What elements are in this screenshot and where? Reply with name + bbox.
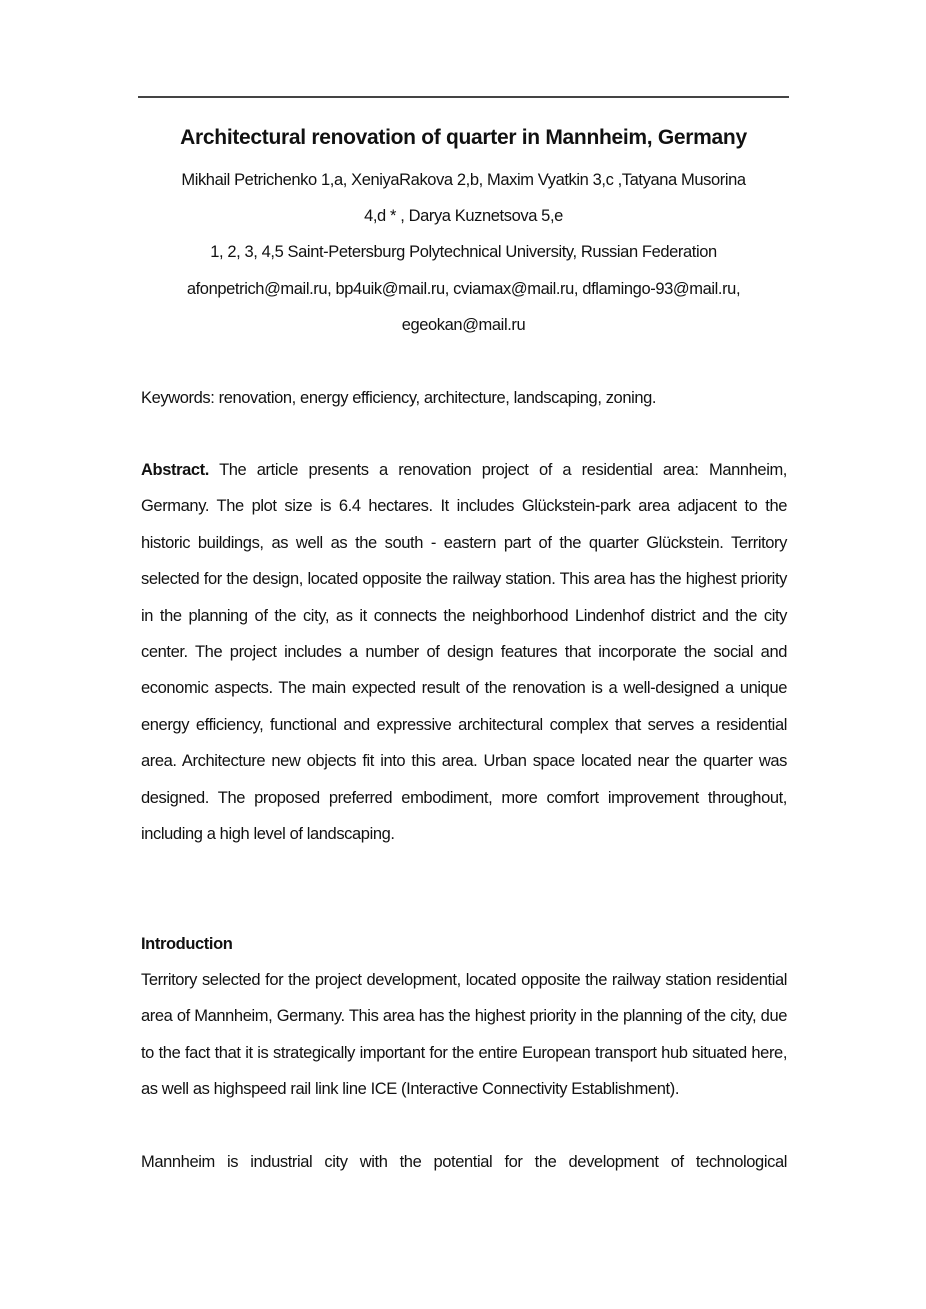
abstract-paragraph: [141, 452, 787, 852]
keywords: Keywords: renovation, energy efficiency, architecture, landscaping, zoning.: [141, 389, 657, 407]
introduction-heading: Introduction: [141, 935, 233, 953]
abstract-text: The article presents a renovation project of a residential area: Mannheim, Germany. The plot size is 6.4 hectares. It includes Glückstein-park area adjacent to the historic buildings, as well as the south - eastern part of the quarter Glückstein. Territory selected for the design, located opposite the railway station. This area has the highest priority in the planning of the city, as it connects the neighborhood Lindenhof district and the city center. The project includes a number of design features that incorporate the social and economic aspects. The main expected result of the renovation is a well-designed a unique energy efficiency, functional and expressive architectural complex that serves a residential area. Architecture new objects fit into this area. Urban space located near the quarter was designed. The proposed preferred embodiment, more comfort improvement throughout, including a high level of landscaping.: [141, 461, 787, 844]
emails-line-2: egeokan@mail.ru: [401, 316, 526, 334]
abstract-label: Abstract.: [141, 461, 209, 479]
authors-line-1: Mikhail Petrichenko 1,a, XeniyaRakova 2,b, Maxim Vyatkin 3,c ,Tatyana Musorina: [181, 171, 746, 189]
authors-line-2: 4,d * , Darya Kuznetsova 5,e: [364, 207, 563, 225]
header-rule: [138, 96, 789, 98]
introduction-paragraph-2: Mannheim is industrial city with the potential for the development of technological: [141, 1153, 787, 1171]
paper-title: Architectural renovation of quarter in Mannheim, Germany: [180, 126, 747, 149]
emails-line-1: afonpetrich@mail.ru, bp4uik@mail.ru, cviamax@mail.ru, dflamingo-93@mail.ru,: [186, 280, 741, 298]
introduction-paragraph-1: Territory selected for the project development, located opposite the railway station residential area of Mannheim, Germany. This area has the highest priority in the planning of the city, due to the fact that it is strategically important for the entire European transport hub situated here, as well as highspeed rail link line ICE (Interactive Connectivity Establishment).: [141, 971, 787, 1099]
affiliation: 1, 2, 3, 4,5 Saint-Petersburg Polytechnical University, Russian Federation: [210, 243, 717, 261]
